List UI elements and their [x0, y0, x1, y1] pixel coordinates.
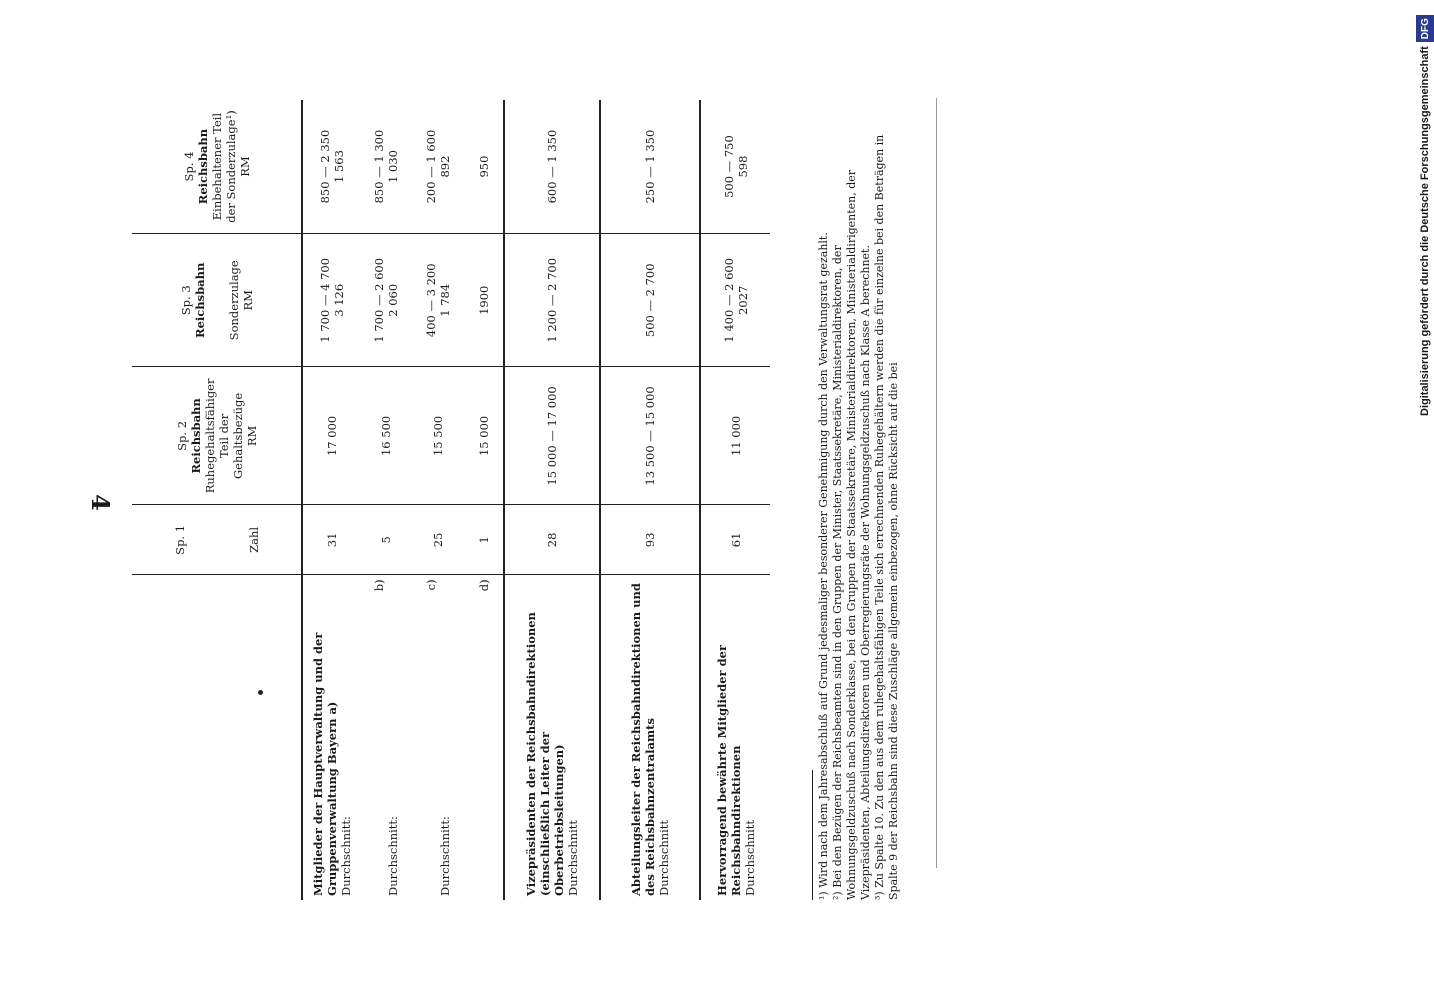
- rotated-document: [132, 98, 934, 900]
- header-sp3: Sp. 3 Reichsbahn Sonderzulage RM: [132, 234, 302, 367]
- salary-table: [132, 100, 770, 900]
- table-row: Abteilungsleiter der Reichsbahndirektionen und des Reichsbahnzentralamts Durchschnitt 93 13 500 — 15 000 500 — 2 700 250 — 1 350: [600, 100, 700, 900]
- table-row: c) Durchschnitt: 25 15 500 400 — 3 200 1 784 200 — 1 600 892: [412, 100, 464, 900]
- table-row: Mitglieder der Hauptverwaltung und der Gruppenverwaltung Bayern a) Durchschnitt: 31 17 000 1 700 — 4 700 3 126 850 — 2 350 1 563: [302, 100, 360, 900]
- header-sp4: Sp. 4 Reichsbahn Einbehaltener Teil der Sonderzulage¹) RM: [132, 100, 302, 234]
- table-header-row: [132, 100, 302, 900]
- footnote-2: ²) Bei den Bezügen der Reichsbeamten sind in den Gruppen der Minister, Staatssekretäre, Ministerialdirektoren, der Wohnungsgeldzuschuß nach Sonderklasse, bei den Gruppen der Staatssekretäre, Ministerialdirektoren, Ministerialdirigenten, der Vizepräsidenten, Abteilungsdirektoren und Oberregierungsräte der Wohnungsgeldzuschuß nach Klasse A berechnet.: [831, 169, 872, 900]
- table-row: Vizepräsidenten der Reichsbahndirektionen (einschließlich Leiter der Oberbetriebsleitungen) Durchschnitt 28 15 000 — 17 000 1 200 — 2 700 600 — 1 350: [504, 100, 600, 900]
- credit-text: Digitalisierung gefördert durch die Deutsche Forschungsgemeinschaft: [1419, 46, 1431, 416]
- page-fold-line: [936, 98, 937, 868]
- footnote-rule: [812, 770, 813, 900]
- header-sp2: Sp. 2 Reichsbahn Ruhegehaltsfähiger Teil der Gehaltsbezüge RM: [132, 367, 302, 505]
- page-number: 4: [85, 494, 115, 511]
- footnotes: [812, 130, 901, 900]
- dfg-logo: DFG: [1416, 15, 1434, 42]
- table-row: Hervorragend bewährte Mitglieder der Reichsbahndirektionen Durchschnitt 61 11 000 1 400 — 2 600 2027 500 — 750 598: [700, 100, 770, 900]
- footnote-1: ¹) Wird nach dem Jahresabschluß auf Grund jedesmaliger besonderer Genehmigung durch den Verwaltungsrat gezahlt.: [817, 232, 830, 900]
- table-row: b) Durchschnitt: 5 16 500 1 700 — 2 600 2 060 850 — 1 300 1 030: [360, 100, 412, 900]
- funding-credit: [1415, 16, 1434, 416]
- header-sp1: Sp. 1 Zahl: [132, 505, 302, 575]
- header-label-col: [132, 575, 302, 900]
- table-row: d) 1 15 000 1900 950: [464, 100, 504, 900]
- footnote-3: ³) Zu Spalte 10. Zu den aus dem ruhegehaltsfähigen Teile sich errechnenden Ruhegehältern werden die für einzelne bei den Beträgen in Spalte 9 der Reichsbahn sind diese Zuschläge allgemein einbezogen, ohne Rücksicht auf die bei: [873, 134, 900, 900]
